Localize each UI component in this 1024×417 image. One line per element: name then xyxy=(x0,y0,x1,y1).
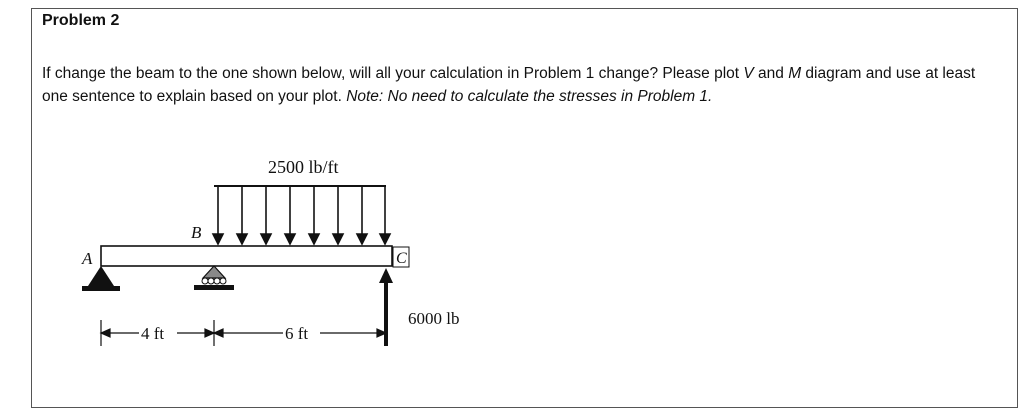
statement-part-1: If change the beam to the one shown below, will all your calculation in Problem 1 change? Please plot xyxy=(42,65,744,82)
point-a-label: A xyxy=(82,249,93,268)
symbol-M: M xyxy=(788,65,802,82)
statement-part-2: diagram and use at least one sentence to explain based on your plot. xyxy=(42,65,976,105)
dimension-ab-label: 4 ft xyxy=(141,324,165,343)
distributed-load-arrows xyxy=(213,186,390,244)
pin-support-a xyxy=(82,266,120,291)
point-b-label: B xyxy=(191,223,202,242)
distributed-load-label: 2500 lb/ft xyxy=(268,157,339,177)
statement-note: Note: No need to calculate the stresses in Problem 1. xyxy=(346,88,713,105)
roller-support-b xyxy=(194,266,234,290)
force-label: 6000 lb xyxy=(408,309,460,328)
dimension-bc-label: 6 ft xyxy=(285,324,309,343)
beam xyxy=(101,246,392,266)
problem-title: Problem 2 xyxy=(42,12,120,29)
symbol-V: V xyxy=(743,65,754,82)
statement-and: and xyxy=(753,65,789,82)
point-c-label: C xyxy=(396,250,407,267)
